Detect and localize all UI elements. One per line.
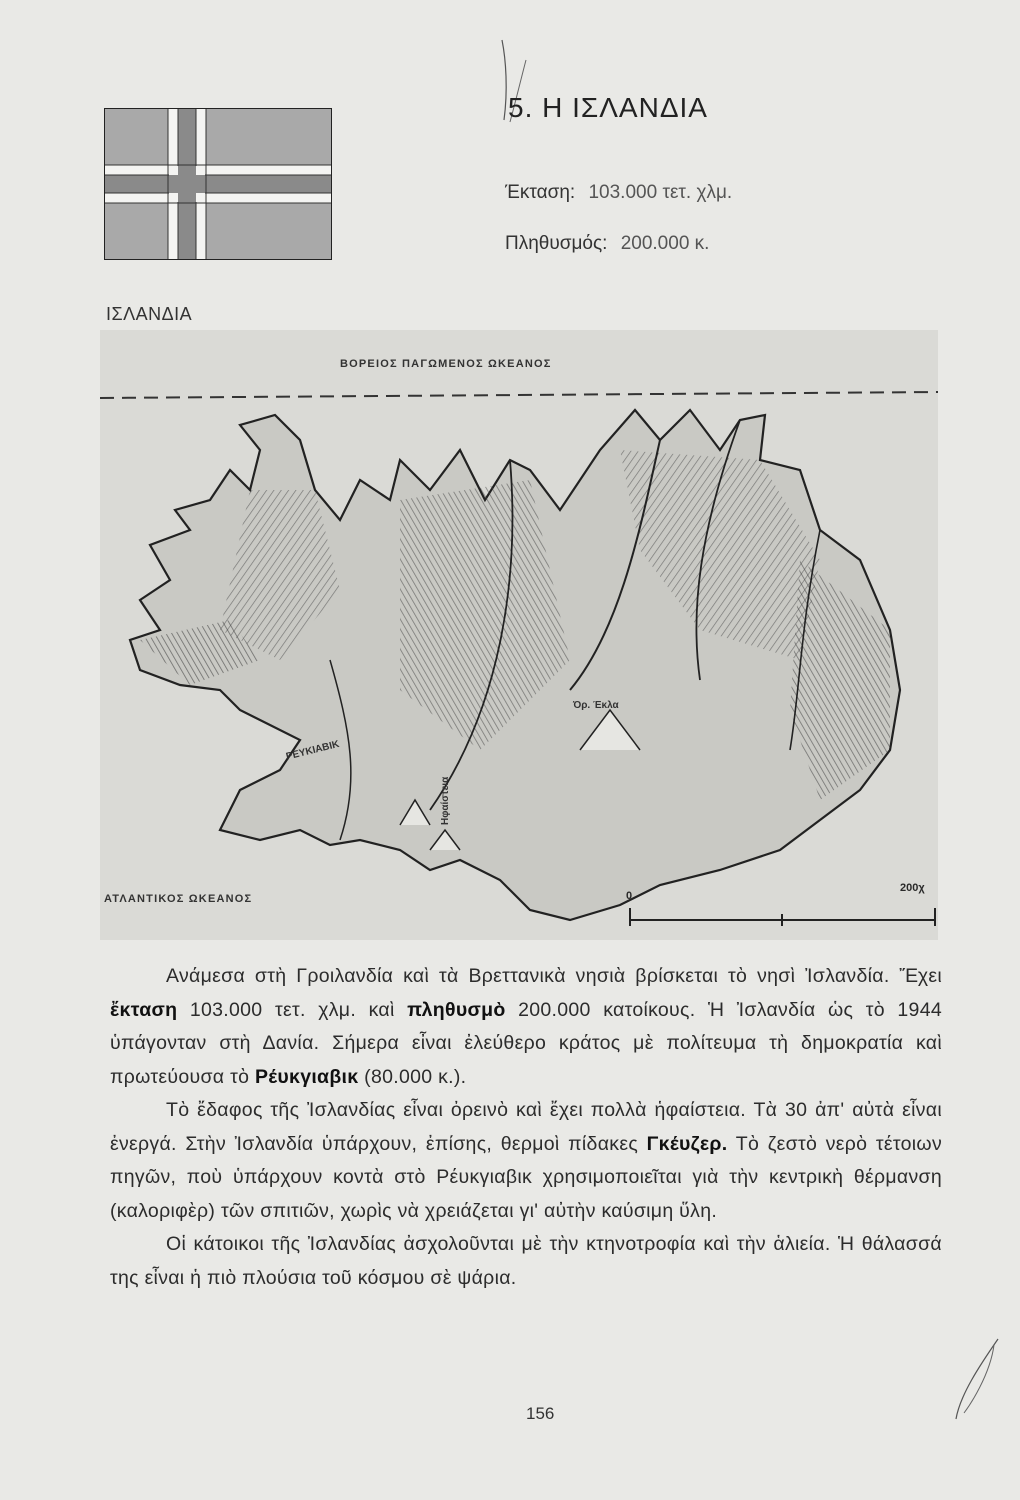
map-label-arctic-ocean: ΒΟΡΕΙΟΣ ΠΑΓΩΜΕΝΟΣ ΩΚΕΑΝΟΣ: [340, 358, 552, 370]
map-label-volcanoes: Ηφαίστεια: [440, 776, 451, 825]
text-span: 200.000 κατοίκους. Ἡ Ἰσλανδία ὡς τὸ 1944 ὑπάγονταν στὴ Δανία. Σήμερα εἶναι ἐλεύθερο κράτος μὲ πολίτευμα τὴ δημοκρατία καὶ πρωτεύουσα τὸ: [110, 998, 942, 1088]
text-span: Ανάμεσα στὴ Γροιλανδία καὶ τὰ Βρεττανικὰ νησιὰ βρίσκεται τὸ νησὶ Ἰσλανδία. Ἔχει: [166, 965, 942, 987]
body-text: [110, 960, 942, 1295]
page-number: 156: [526, 1404, 555, 1423]
bold-term-population: πληθυσμὸ: [407, 998, 506, 1021]
area-label: Έκταση:: [505, 182, 576, 203]
area-value: 103.000 τετ. χλμ.: [588, 182, 733, 203]
population-fact: [505, 233, 709, 255]
population-value: 200.000 κ.: [620, 233, 710, 254]
scale-end-label: 200χ: [900, 882, 925, 894]
bold-term-geysers: Γκέυζερ.: [646, 1132, 728, 1155]
bold-term-area: ἔκταση: [110, 998, 178, 1021]
text-span: Τὸ ἔδαφος τῆς Ἰσλανδίας εἶναι ὀρεινὸ καὶ ἔχει πολλὰ ἡφαίστεια. Τὰ 30 ἀπ' αὐτὰ εἶναι ἐνεργά. Στὴν Ἰσλανδία ὑπάρχουν, ἐπίσης, θερμοὶ πίδακες: [110, 1099, 942, 1155]
text-span: Τὸ ζεστὸ νερὸ τέτοιων πηγῶν, ποὺ ὑπάρχουν κοντὰ στὸ Ρέυκγιαβικ χρησιμοποιεῖται γιὰ τὴν κεντρικὴ θέρμανση (καλοριφὲρ) τῶν σπιτιῶν, χωρὶς νὰ χρειάζεται γι' αὐτὴν καύσιμη ὕλη.: [110, 1132, 942, 1222]
map-label-atlantic-ocean: ΑΤΛΑΝΤΙΚΟΣ ΩΚΕΑΝΟΣ: [104, 893, 253, 905]
iceland-flag-icon: [104, 108, 332, 260]
scale-start-label: 0: [626, 890, 633, 902]
text-span: (80.000 κ.).: [358, 1065, 467, 1088]
population-label: Πληθυσμός:: [505, 233, 608, 254]
area-fact: [505, 182, 732, 204]
paragraph-2: [110, 1094, 942, 1228]
map-label-mountain: Όρ. Έκλα: [573, 700, 619, 711]
flag-caption: ΙΣΛΑΝΔΙΑ: [106, 304, 193, 324]
text-span: 103.000 τετ. χλμ. καὶ: [177, 998, 408, 1021]
pencil-mark-margin: [950, 1335, 1010, 1425]
iceland-relief-map: [100, 330, 938, 940]
map-label-capital: ΡΕΥΚΙΑΒΙΚ: [285, 738, 341, 763]
paragraph-3: Οἱ κάτοικοι τῆς Ἰσλανδίας ἀσχολοῦνται μὲ τὴν κτηνοτροφία καὶ τὴν ἁλιεία. Ἡ θάλασσά της εἶναι ἡ πιὸ πλούσια τοῦ κόσμου σὲ ψάρια.: [110, 1233, 942, 1289]
page-title: 5. Η ΙΣΛΑΝΔΙΑ: [508, 92, 708, 123]
bold-term-capital: Ρέυκγιαβικ: [254, 1065, 359, 1088]
paragraph-1: [110, 960, 942, 1094]
